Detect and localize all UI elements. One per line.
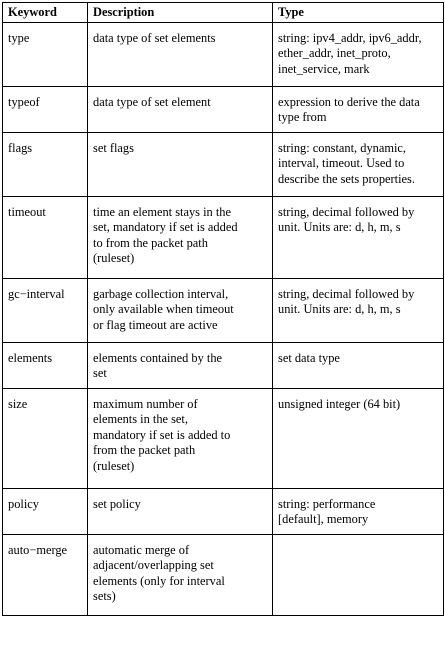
table-row [3,489,444,535]
header-keyword: Keyword [3,3,88,23]
table-header-row [3,3,444,23]
cell-description [88,389,273,489]
cell-description [88,87,273,133]
cell-keyword: policy [3,489,88,535]
type-line: type from [278,110,327,125]
cell-keyword: elements [3,343,88,389]
description-line: set, mandatory if set is added [93,220,238,235]
description-line: sets) [93,589,116,604]
cell-type [273,23,444,87]
cell-keyword: timeout [3,197,88,279]
description-line: set flags [93,141,134,155]
type-line: ether_addr, inet_proto, [278,46,391,61]
type-line: string, decimal followed by [278,205,415,219]
type-line: string: performance [278,497,376,511]
description-line: only available when timeout [93,302,234,317]
cell-description [88,489,273,535]
type-line: set data type [278,351,340,365]
description-line: automatic merge of [93,543,190,557]
cell-keyword: flags [3,133,88,197]
cell-type [273,343,444,389]
description-line: from the packet path [93,443,196,458]
description-line: elements (only for interval [93,573,225,588]
table-row [3,133,444,197]
description-line: mandatory if set is added to [93,427,231,442]
cell-type [273,279,444,343]
table-row [3,279,444,343]
description-line: time an element stays in the [93,205,231,219]
table-row [3,87,444,133]
type-line: describe the sets properties. [278,171,415,186]
type-line: unit. Units are: d, h, m, s [278,302,401,317]
description-line: elements in the set, [93,412,188,427]
description-line: elements contained by the [93,351,223,365]
table-row [3,197,444,279]
cell-keyword: type [3,23,88,87]
cell-type [273,197,444,279]
table-row [3,535,444,616]
description-line: set policy [93,497,141,511]
header-type: Type [273,3,444,23]
table-row [3,23,444,87]
description-line: (ruleset) [93,458,135,473]
cell-description [88,23,273,87]
type-line: [default], memory [278,512,369,527]
type-line: string: ipv4_addr, ipv6_addr, [278,31,422,45]
cell-type [273,389,444,489]
table-row [3,389,444,489]
header-description: Description [88,3,273,23]
type-line: interval, timeout. Used to [278,156,405,171]
cell-description [88,535,273,616]
cell-keyword: auto−merge [3,535,88,616]
description-line: set [93,366,107,381]
cell-type [273,133,444,197]
table-body [3,23,444,616]
cell-keyword: typeof [3,87,88,133]
cell-description [88,197,273,279]
type-line: expression to derive the data [278,95,420,109]
description-line: data type of set element [93,95,211,109]
cell-description [88,343,273,389]
cell-type [273,87,444,133]
description-line: or flag timeout are active [93,317,218,332]
cell-type [273,489,444,535]
description-line: (ruleset) [93,251,135,266]
type-line: inet_service, mark [278,61,370,76]
cell-description [88,279,273,343]
type-line: string, decimal followed by [278,287,415,301]
cell-keyword: size [3,389,88,489]
cell-keyword: gc−interval [3,279,88,343]
set-keywords-table [2,2,444,616]
description-line: garbage collection interval, [93,287,229,301]
table-row [3,343,444,389]
description-line: maximum number of [93,397,198,411]
cell-type [273,535,444,616]
type-line: string: constant, dynamic, [278,141,407,155]
description-line: data type of set elements [93,31,216,45]
description-line: to from the packet path [93,235,208,250]
type-line: unit. Units are: d, h, m, s [278,220,401,235]
type-line: unsigned integer (64 bit) [278,397,401,411]
description-line: adjacent/overlapping set [93,558,214,573]
cell-description [88,133,273,197]
